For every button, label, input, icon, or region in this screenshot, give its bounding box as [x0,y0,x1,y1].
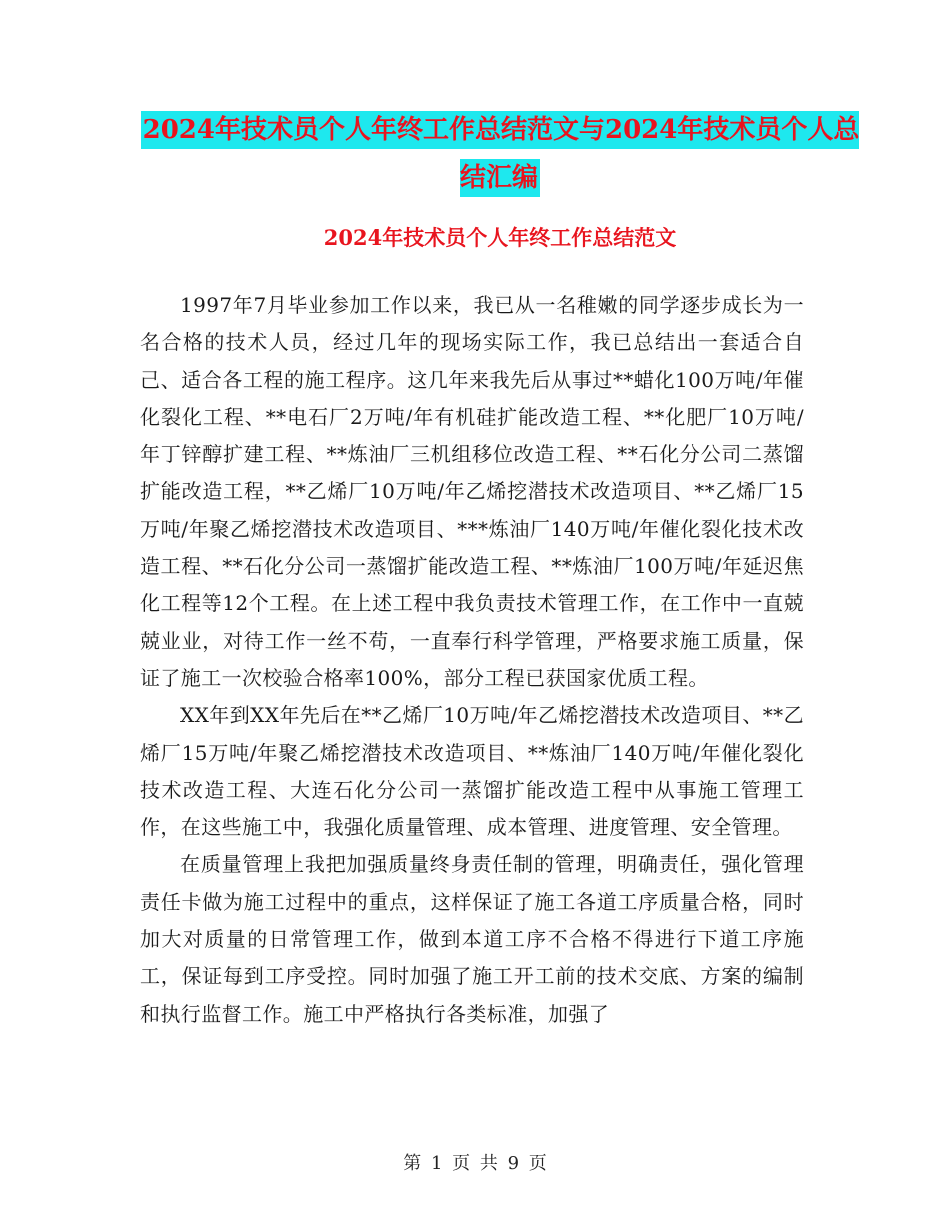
paragraph: XX年到XX年先后在**乙烯厂10万吨/年乙烯挖潜技术改造项目、**乙烯厂15万吨/年聚乙烯挖潜技术改造项目、**炼油厂140万吨/年催化裂化技术改造工程、大连石化分公司一蒸馏扩能改造工程中从事施工管理工作，在这些施工中，我强化质量管理、成本管理、进度管理、安全管理。 [140,703,804,840]
document-title [140,106,860,202]
title-highlight: 2024年技术员个人年终工作总结范文与2024年技术员个人总结汇编 [141,111,860,197]
paragraph: 1997年7月毕业参加工作以来，我已从一名稚嫩的同学逐步成长为一名合格的技术人员，经过几年的现场实际工作，我已总结出一套适合自己、适合各工程的施工程序。这几年来我先后从事过**蜡化100万吨/年催化裂化工程、**电石厂2万吨/年有机硅扩能改造工程、**化肥厂10万吨/年丁锌醇扩建工程、**炼油厂三机组移位改造工程、**石化分公司二蒸馏扩能改造工程，**乙烯厂10万吨/年乙烯挖潜技术改造项目、**乙烯厂15万吨/年聚乙烯挖潜技术改造项目、***炼油厂140万吨/年催化裂化技术改造工程、**石化分公司一蒸馏扩能改造工程、**炼油厂100万吨/年延迟焦化工程等12个工程。在上述工程中我负责技术管理工作，在工作中一直兢兢业业，对待工作一丝不苟，一直奉行科学管理，严格要求施工质量，保证了施工一次校验合格率100%，部分工程已获国家优质工程。 [140,293,804,690]
section-title: 2024年技术员个人年终工作总结范文 [323,225,677,250]
page-footer: 第 1 页 共 9 页 [403,1153,547,1174]
paragraph: 在质量管理上我把加强质量终身责任制的管理，明确责任，强化管理责任卡做为施工过程中的重点，这样保证了施工各道工序质量合格，同时加大对质量的日常管理工作，做到本道工序不合格不得进行下道工序施工，保证每到工序受控。同时加强了施工开工前的技术交底、方案的编制和执行监督工作。施工中严格执行各类标准，加强了 [140,852,804,1026]
document-body [140,287,804,1033]
